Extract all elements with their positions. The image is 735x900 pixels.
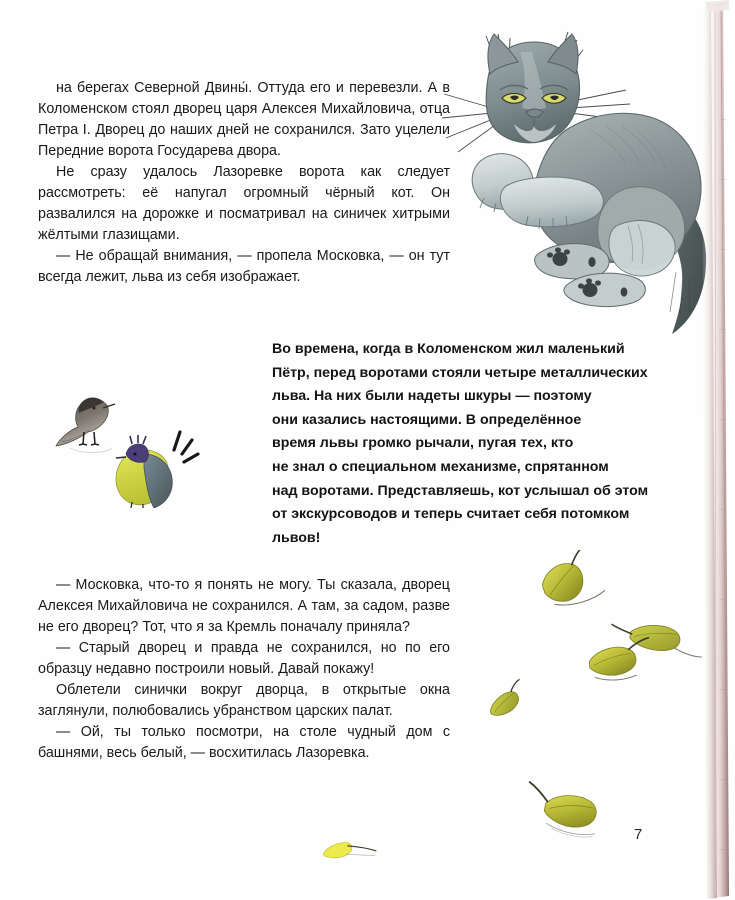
grey-cat-illustration: [440, 12, 715, 337]
highlight-text-block: [272, 338, 666, 550]
bold-line: над воротами. Представляешь, кот услышал об этом: [272, 482, 649, 499]
bold-line: Пётр, перед воротами стояли четыре металлических: [272, 364, 648, 381]
bold-line: от экскурсоводов и теперь считает себя потомком: [272, 506, 630, 523]
bird-lazorevka: [116, 435, 172, 508]
leaf: [484, 679, 531, 720]
paragraph: — Старый дворец и правда не сохранился, но по его образцу недавно построили новый. Давай покажу!: [38, 640, 450, 677]
bold-line: львов!: [272, 529, 321, 546]
paragraph: — Не обращай внимания, — пропела Московка, — он тут всегда лежит, льва из себя изображает.: [38, 248, 450, 285]
chirp-marks: [174, 432, 198, 462]
bird-moskovka: [56, 398, 115, 453]
body-text-top: [38, 78, 450, 288]
bold-line: Во времена, когда в Коломенском жил маленький: [272, 341, 625, 357]
bold-line: они казались настоящими. В определённое: [272, 411, 582, 428]
two-tits-illustration: [48, 388, 238, 508]
bold-line: льва. На них были надеты шкуры — поэтому: [272, 388, 592, 405]
falling-leaves-illustration: [280, 550, 720, 880]
bold-line: время львы громко рычали, пугая тех, кто: [272, 435, 574, 452]
paragraph: на берегах Северной Двины́. Оттуда его и перевезли. А в Коломенском стоял дворец царя Алексея Михайловича, отца Петра I. Дворец до наших дней не сохранился. Зато уцелели Передние ворота Государева двора.: [38, 80, 450, 159]
leaf: [534, 550, 606, 612]
paragraph: Облетели синички вокруг дворца, в открытые окна заглянули, полюбовались убранством царских палат.: [38, 682, 450, 719]
paragraph: — Ой, ты только посмотри, на столе чудный дом с башнями, весь белый, — восхитилась Лазоревка.: [38, 724, 450, 761]
cat-front-paw-right: [500, 177, 603, 227]
bold-line: не знал о специальном механизме, спрятанном: [272, 458, 609, 475]
page-number: 7: [634, 826, 643, 843]
paragraph: — Московка, что-то я понять не могу. Ты сказала, дворец Алексея Михайловича не сохранился. А там, за садом, разве не его дворец? Тот, что я за Кремль поначалу приняла?: [38, 577, 450, 635]
leaf: [322, 835, 377, 867]
leaf: [521, 782, 602, 840]
paragraph: Не сразу удалось Лазоревке ворота как следует рассмотреть: её напугал огромный чёрный кот. Он развалился на дорожке и посматривал на синичек хитрыми жёлтыми глазищами.: [38, 164, 450, 243]
